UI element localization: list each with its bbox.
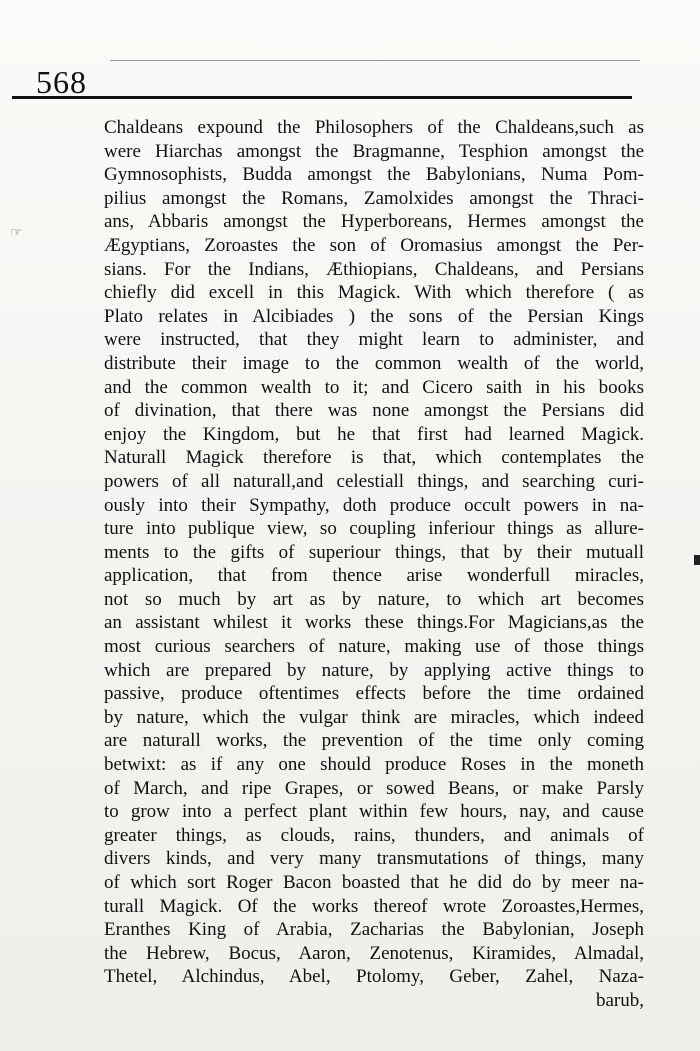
text-line: Plato relates in Alcibiades ) the sons of the Persian Kings: [104, 305, 644, 327]
text-line: sians. For the Indians, Æthiopians, Chaldeans, and Persians: [104, 258, 644, 280]
text-line: of which sort Roger Bacon boasted that he did do by meer na-: [104, 872, 644, 893]
text-line: an assistant whilest it works these things.For Magicians,as the: [104, 612, 644, 634]
text-line: turall Magick. Of the works thereof wrote Zoroastes,Hermes,: [104, 895, 644, 917]
text-line: pilius amongst the Romans, Zamolxides amongst the Thraci-: [104, 187, 644, 209]
text-line: most curious searchers of nature, making use of those things: [104, 636, 644, 658]
text-line: chiefly did excell in this Magick. With which therefore ( as: [104, 282, 644, 304]
text-line: ture into publique view, so coupling inferiour things as allure-: [104, 518, 644, 540]
text-line: Naturall Magick therefore is that, which contemplates the: [104, 447, 644, 469]
header-rule: [12, 96, 632, 99]
text-line: enjoy the Kingdom, but he that first had learned Magick.: [104, 423, 644, 445]
text-line: greater things, as clouds, rains, thunders, and animals of: [104, 824, 644, 846]
text-line: Gymnosophists, Budda amongst the Babylonians, Numa Pom-: [104, 164, 644, 186]
text-line: distribute their image to the common wealth of the world,: [104, 352, 644, 374]
text-line: Ægyptians, Zoroastes the son of Oromasius amongst the Per-: [104, 234, 644, 256]
text-line: of divination, that there was none amongst the Persians did: [104, 400, 644, 422]
page-number: 568: [36, 64, 87, 100]
text-line: were Hiarchas amongst the Bragmanne, Tesphion amongst the: [104, 140, 644, 162]
body-text: [104, 116, 644, 1013]
margin-mark: ☞: [10, 226, 23, 241]
text-line: barub,: [595, 989, 644, 1011]
text-line: application, that from thence arise wonderfull miracles,: [104, 565, 644, 587]
text-line: Chaldeans expound the Philosophers of the Chaldeans,such as: [104, 117, 644, 138]
text-line: ans, Abbaris amongst the Hyperboreans, Hermes amongst the: [104, 211, 644, 233]
text-line: passive, produce oftentimes effects before the time ordained: [104, 683, 644, 705]
text-line: the Hebrew, Bocus, Aaron, Zenotenus, Kiramides, Almadal,: [104, 942, 644, 964]
text-line: Thetel, Alchindus, Abel, Ptolomy, Geber, Zahel, Naza-: [104, 966, 644, 988]
text-line: betwixt: as if any one should produce Roses in the moneth: [104, 754, 644, 776]
text-line: divers kinds, and very many transmutations of things, many: [104, 848, 644, 870]
page-edge-mark: [694, 555, 700, 565]
text-line: ously into their Sympathy, doth produce occult powers in na-: [104, 494, 644, 516]
header-thin-rule: [110, 60, 640, 61]
text-line: to grow into a perfect plant within few hours, nay, and cause: [104, 801, 644, 823]
text-line: Eranthes King of Arabia, Zacharias the Babylonian, Joseph: [104, 919, 644, 941]
text-line: and the common wealth to it; and Cicero saith in his books: [104, 376, 644, 398]
text-line: are naturall works, the prevention of the time only coming: [104, 730, 644, 752]
text-line: powers of all naturall,and celestiall things, and searching curi-: [104, 470, 644, 492]
text-line: by nature, which the vulgar think are miracles, which indeed: [104, 706, 644, 728]
text-line: ments to the gifts of superiour things, that by their mutuall: [104, 541, 644, 563]
text-line: not so much by art as by nature, to which art becomes: [104, 588, 644, 610]
text-line: were instructed, that they might learn to administer, and: [104, 329, 644, 351]
text-line: which are prepared by nature, by applying active things to: [104, 659, 644, 681]
text-line: of March, and ripe Grapes, or sowed Beans, or make Parsly: [104, 777, 644, 799]
